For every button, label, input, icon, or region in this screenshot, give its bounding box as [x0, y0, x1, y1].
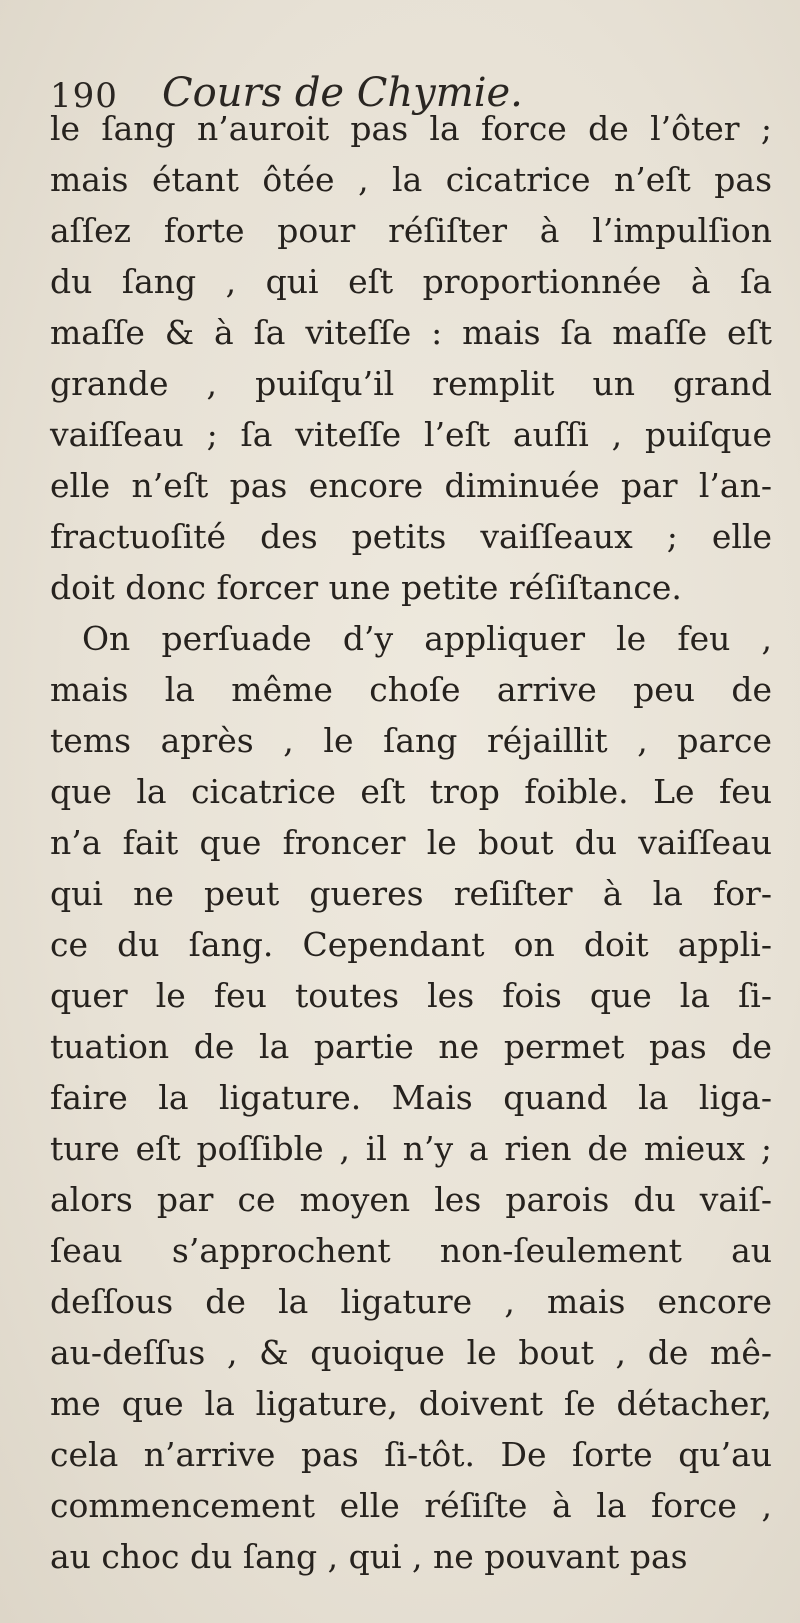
text-line: tems après , le ſang réjaillit , parce: [50, 721, 772, 760]
text-line: vaiſſeau ; ſa viteſſe l’eſt auſſi , puiſque: [50, 415, 772, 454]
text-line: faire la ligature. Mais quand la liga-: [50, 1078, 772, 1117]
text-line: elle n’eſt pas encore diminuée par l’an-: [50, 466, 772, 505]
text-line: ſeau s’approchent non-ſeulement au: [50, 1231, 772, 1270]
text-line: maſſe & à ſa viteſſe : mais ſa maſſe eſt: [50, 313, 772, 352]
text-line: au-deſſus , & quoique le bout , de mê-: [50, 1333, 772, 1372]
text-line: commencement elle réſiſte à la force ,: [50, 1486, 772, 1525]
text-line: du ſang , qui eſt proportionnée à ſa: [50, 262, 772, 301]
text-line: mais la même choſe arrive peu de: [50, 670, 772, 709]
text-line: grande , puiſqu’il remplit un grand: [50, 364, 772, 403]
page-number: 190: [50, 76, 118, 116]
text-line: le ſang n’auroit pas la force de l’ôter ;: [50, 109, 772, 148]
text-line: au choc du ſang , qui , ne pouvant pas: [50, 1537, 688, 1576]
body-text: [50, 103, 772, 1582]
text-line: cela n’arrive pas ſi-tôt. De ſorte qu’au: [50, 1435, 772, 1474]
text-line: ture eſt poſſible , il n’y a rien de mieux ;: [50, 1129, 772, 1168]
text-line: n’a fait que froncer le bout du vaiſſeau: [50, 823, 772, 862]
text-line: quer le feu toutes les fois que la ſi-: [50, 976, 772, 1015]
running-title: Cours de Chymie.: [162, 70, 523, 116]
text-line: qui ne peut gueres reſiſter à la for-: [50, 874, 772, 913]
text-line: fractuoſité des petits vaiſſeaux ; elle: [50, 517, 772, 556]
text-line: me que la ligature, doivent ſe détacher,: [50, 1384, 772, 1423]
text-line: On perſuade d’y appliquer le feu ,: [82, 619, 772, 658]
text-line: alors par ce moyen les parois du vaiſ-: [50, 1180, 772, 1219]
text-line: mais étant ôtée , la cicatrice n’eſt pas: [50, 160, 772, 199]
text-line: ce du ſang. Cependant on doit appli-: [50, 925, 772, 964]
text-line: tuation de la partie ne permet pas de: [50, 1027, 772, 1066]
text-line: deſſous de la ligature , mais encore: [50, 1282, 772, 1321]
text-line: aſſez forte pour réſiſter à l’impulſion: [50, 211, 772, 250]
text-line: doit donc forcer une petite réſiſtance.: [50, 568, 682, 607]
text-line: que la cicatrice eſt trop foible. Le feu: [50, 772, 772, 811]
